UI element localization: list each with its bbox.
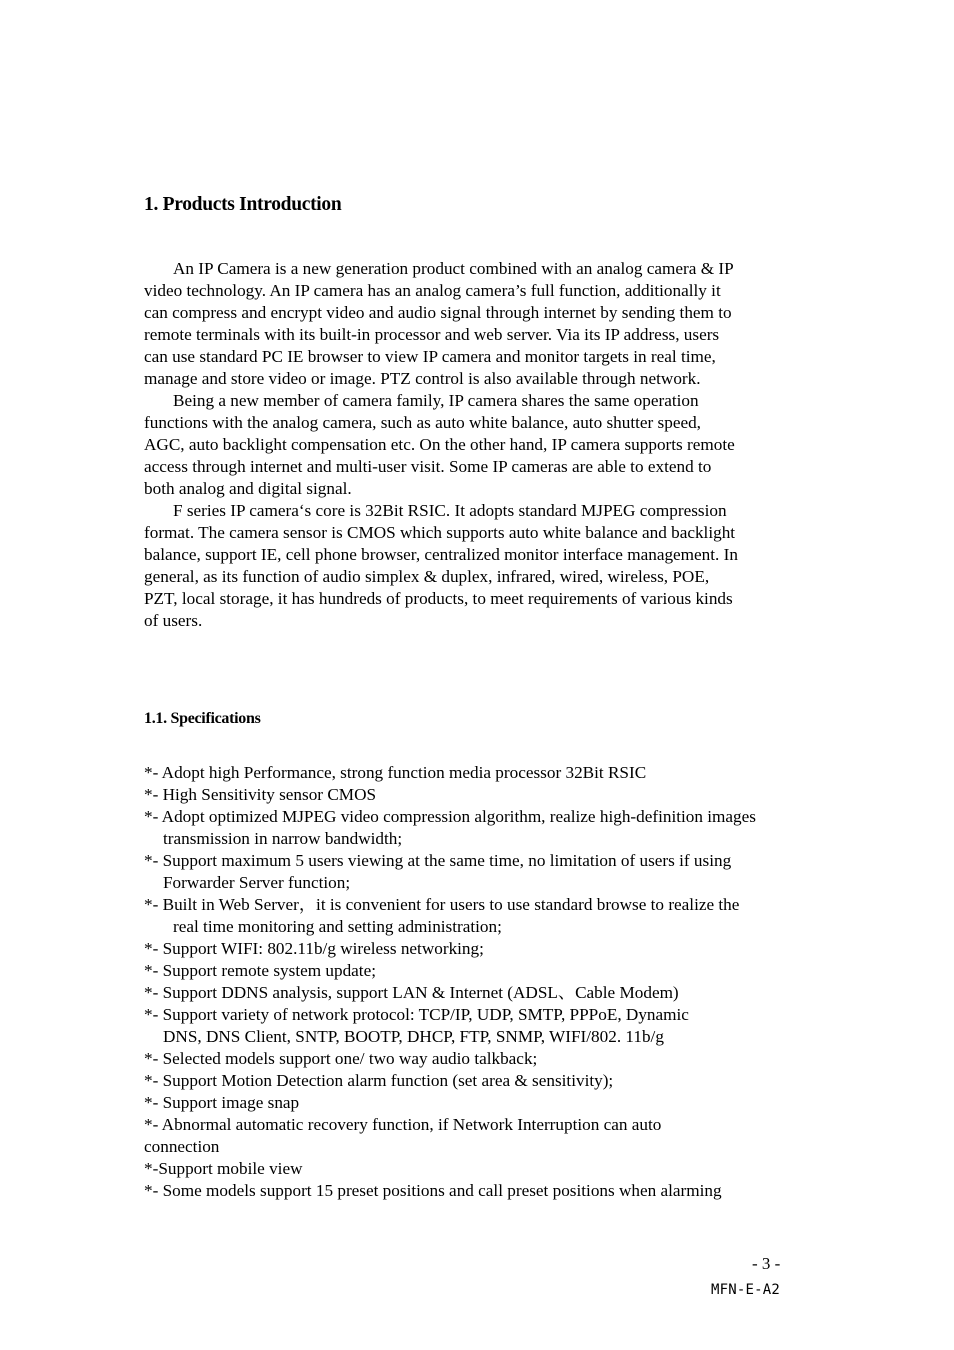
intro-line: can compress and encrypt video and audio signal through internet by sending them to	[144, 303, 732, 322]
spec-line: *- Abnormal automatic recovery function, if Network Interruption can auto	[144, 1115, 662, 1134]
spec-line: *- Support image snap	[144, 1093, 300, 1112]
intro-line: of users.	[144, 611, 203, 630]
intro-line: access through internet and multi-user visit. Some IP cameras are able to extend to	[144, 457, 712, 476]
intro-line: manage and store video or image. PTZ control is also available through network.	[144, 369, 701, 388]
spec-list	[144, 762, 844, 1202]
spec-line: *- Support remote system update;	[144, 961, 376, 980]
spec-line: *- Some models support 15 preset positions and call preset positions when alarming	[144, 1181, 722, 1200]
spec-line: real time monitoring and setting administration;	[173, 917, 502, 936]
intro-line: format. The camera sensor is CMOS which supports auto white balance and backlight	[144, 523, 736, 542]
spec-line: connection	[144, 1137, 220, 1156]
intro-line: F series IP camera‘s core is 32Bit RSIC. It adopts standard MJPEG compression	[173, 501, 727, 520]
page-number: - 3 -	[752, 1254, 781, 1273]
spec-line: *- Support WIFI: 802.11b/g wireless networking;	[144, 939, 484, 958]
intro-line: both analog and digital signal.	[144, 479, 352, 498]
intro-line: general, as its function of audio simplex & duplex, infrared, wired, wireless, POE,	[144, 567, 710, 586]
spec-line: *- Support maximum 5 users viewing at the same time, no limitation of users if using	[144, 851, 732, 870]
spec-line: *-Support mobile view	[144, 1159, 303, 1178]
intro-line: balance, support IE, cell phone browser, centralized monitor interface management. In	[144, 545, 738, 564]
intro-line: remote terminals with its built-in processor and web server. Via its IP address, users	[144, 325, 720, 344]
spec-line: *- Support DDNS analysis, support LAN & Internet (ADSL、Cable Modem)	[144, 983, 679, 1002]
doc-id: MFN-E-A2	[711, 1282, 781, 1298]
section-title: 1. Products Introduction	[144, 194, 342, 215]
spec-line: DNS, DNS Client, SNTP, BOOTP, DHCP, FTP, SNMP, WIFI/802. 11b/g	[163, 1027, 664, 1046]
spec-line: Forwarder Server function;	[163, 873, 351, 892]
intro-paragraphs	[144, 258, 824, 632]
spec-line: *- Selected models support one/ two way audio talkback;	[144, 1049, 538, 1068]
intro-line: can use standard PC IE browser to view IP camera and monitor targets in real time,	[144, 347, 716, 366]
intro-line: AGC, auto backlight compensation etc. On the other hand, IP camera supports remote	[144, 435, 735, 454]
spec-line: *- Support variety of network protocol: TCP/IP, UDP, SMTP, PPPoE, Dynamic	[144, 1005, 689, 1024]
spec-line: *- High Sensitivity sensor CMOS	[144, 785, 377, 804]
subsection-title: 1.1. Specifications	[144, 710, 261, 727]
intro-line: An IP Camera is a new generation product combined with an analog camera & IP	[173, 259, 734, 278]
intro-line: video technology. An IP camera has an analog camera’s full function, additionally it	[144, 281, 721, 300]
intro-line: functions with the analog camera, such as auto white balance, auto shutter speed,	[144, 413, 701, 432]
spec-line: transmission in narrow bandwidth;	[163, 829, 403, 848]
spec-line: *- Adopt high Performance, strong function media processor 32Bit RSIC	[144, 763, 647, 782]
intro-line: PZT, local storage, it has hundreds of products, to meet requirements of various kinds	[144, 589, 733, 608]
spec-line: *- Adopt optimized MJPEG video compression algorithm, realize high-definition images	[144, 807, 756, 826]
spec-line: *- Support Motion Detection alarm function (set area & sensitivity);	[144, 1071, 614, 1090]
intro-line: Being a new member of camera family, IP camera shares the same operation	[173, 391, 699, 410]
spec-line: *- Built in Web Server，it is convenient for users to use standard browse to realize the	[144, 895, 740, 914]
